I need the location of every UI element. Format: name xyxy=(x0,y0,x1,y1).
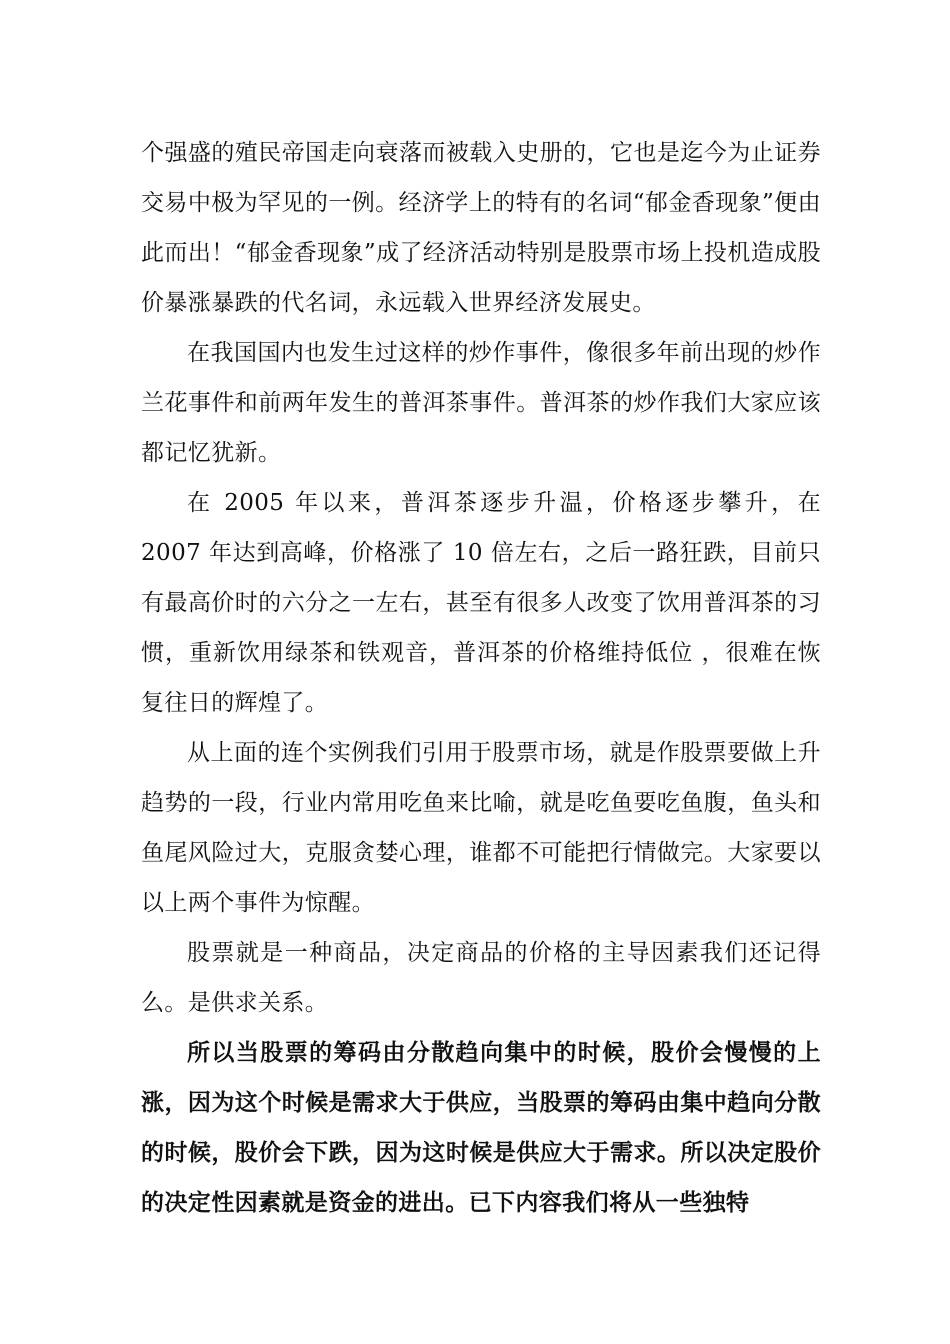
document-body xyxy=(141,128,821,1228)
paragraph-puer-tea-prices: 在 2005 年以来，普洱茶逐步升温，价格逐步攀升，在 2007 年达到高峰，价格涨了 10 倍左右，之后一路狂跌，目前只有最高价时的六分之一左右，甚至有很多人改变了饮用普洱茶的习惯，重新饮用绿茶和铁观音，普洱茶的价格维持低位 ，很难在恢复往日的辉煌了。 xyxy=(141,490,821,716)
paragraph-tulip-phenomenon: 个强盛的殖民帝国走向衰落而被载入史册的，它也是迄今为止证券交易中极为罕见的一例。经济学上的特有的名词“郁金香现象”便由此而出！“郁金香现象”成了经济活动特别是股票市场上投机造成股价暴涨暴跌的代名词，永远载入世界经济发展史。 xyxy=(141,140,821,316)
paragraph-domestic-speculation: 在我国国内也发生过这样的炒作事件，像很多年前出现的炒作兰花事件和前两年发生的普洱茶事件。普洱茶的炒作我们大家应该都记忆犹新。 xyxy=(141,340,821,466)
paragraph-fish-metaphor: 从上面的连个实例我们引用于股票市场，就是作股票要做上升趋势的一段，行业内常用吃鱼来比喻，就是吃鱼要吃鱼腹，鱼头和鱼尾风险过大，克服贪婪心理，谁都不可能把行情做完。大家要以以上两个事件为惊醒。 xyxy=(141,740,821,916)
paragraph-chip-concentration: 所以当股票的筹码由分散趋向集中的时候，股价会慢慢的上涨，因为这个时候是需求大于供应，当股票的筹码由集中趋向分散的时候，股价会下跌，因为这时候是供应大于需求。所以决定股价的决定性因素就是资金的进出。已下内容我们将从一些独特 xyxy=(141,1039,821,1216)
paragraph-supply-demand: 股票就是一种商品，决定商品的价格的主导因素我们还记得么。是供求关系。 xyxy=(141,940,821,1016)
